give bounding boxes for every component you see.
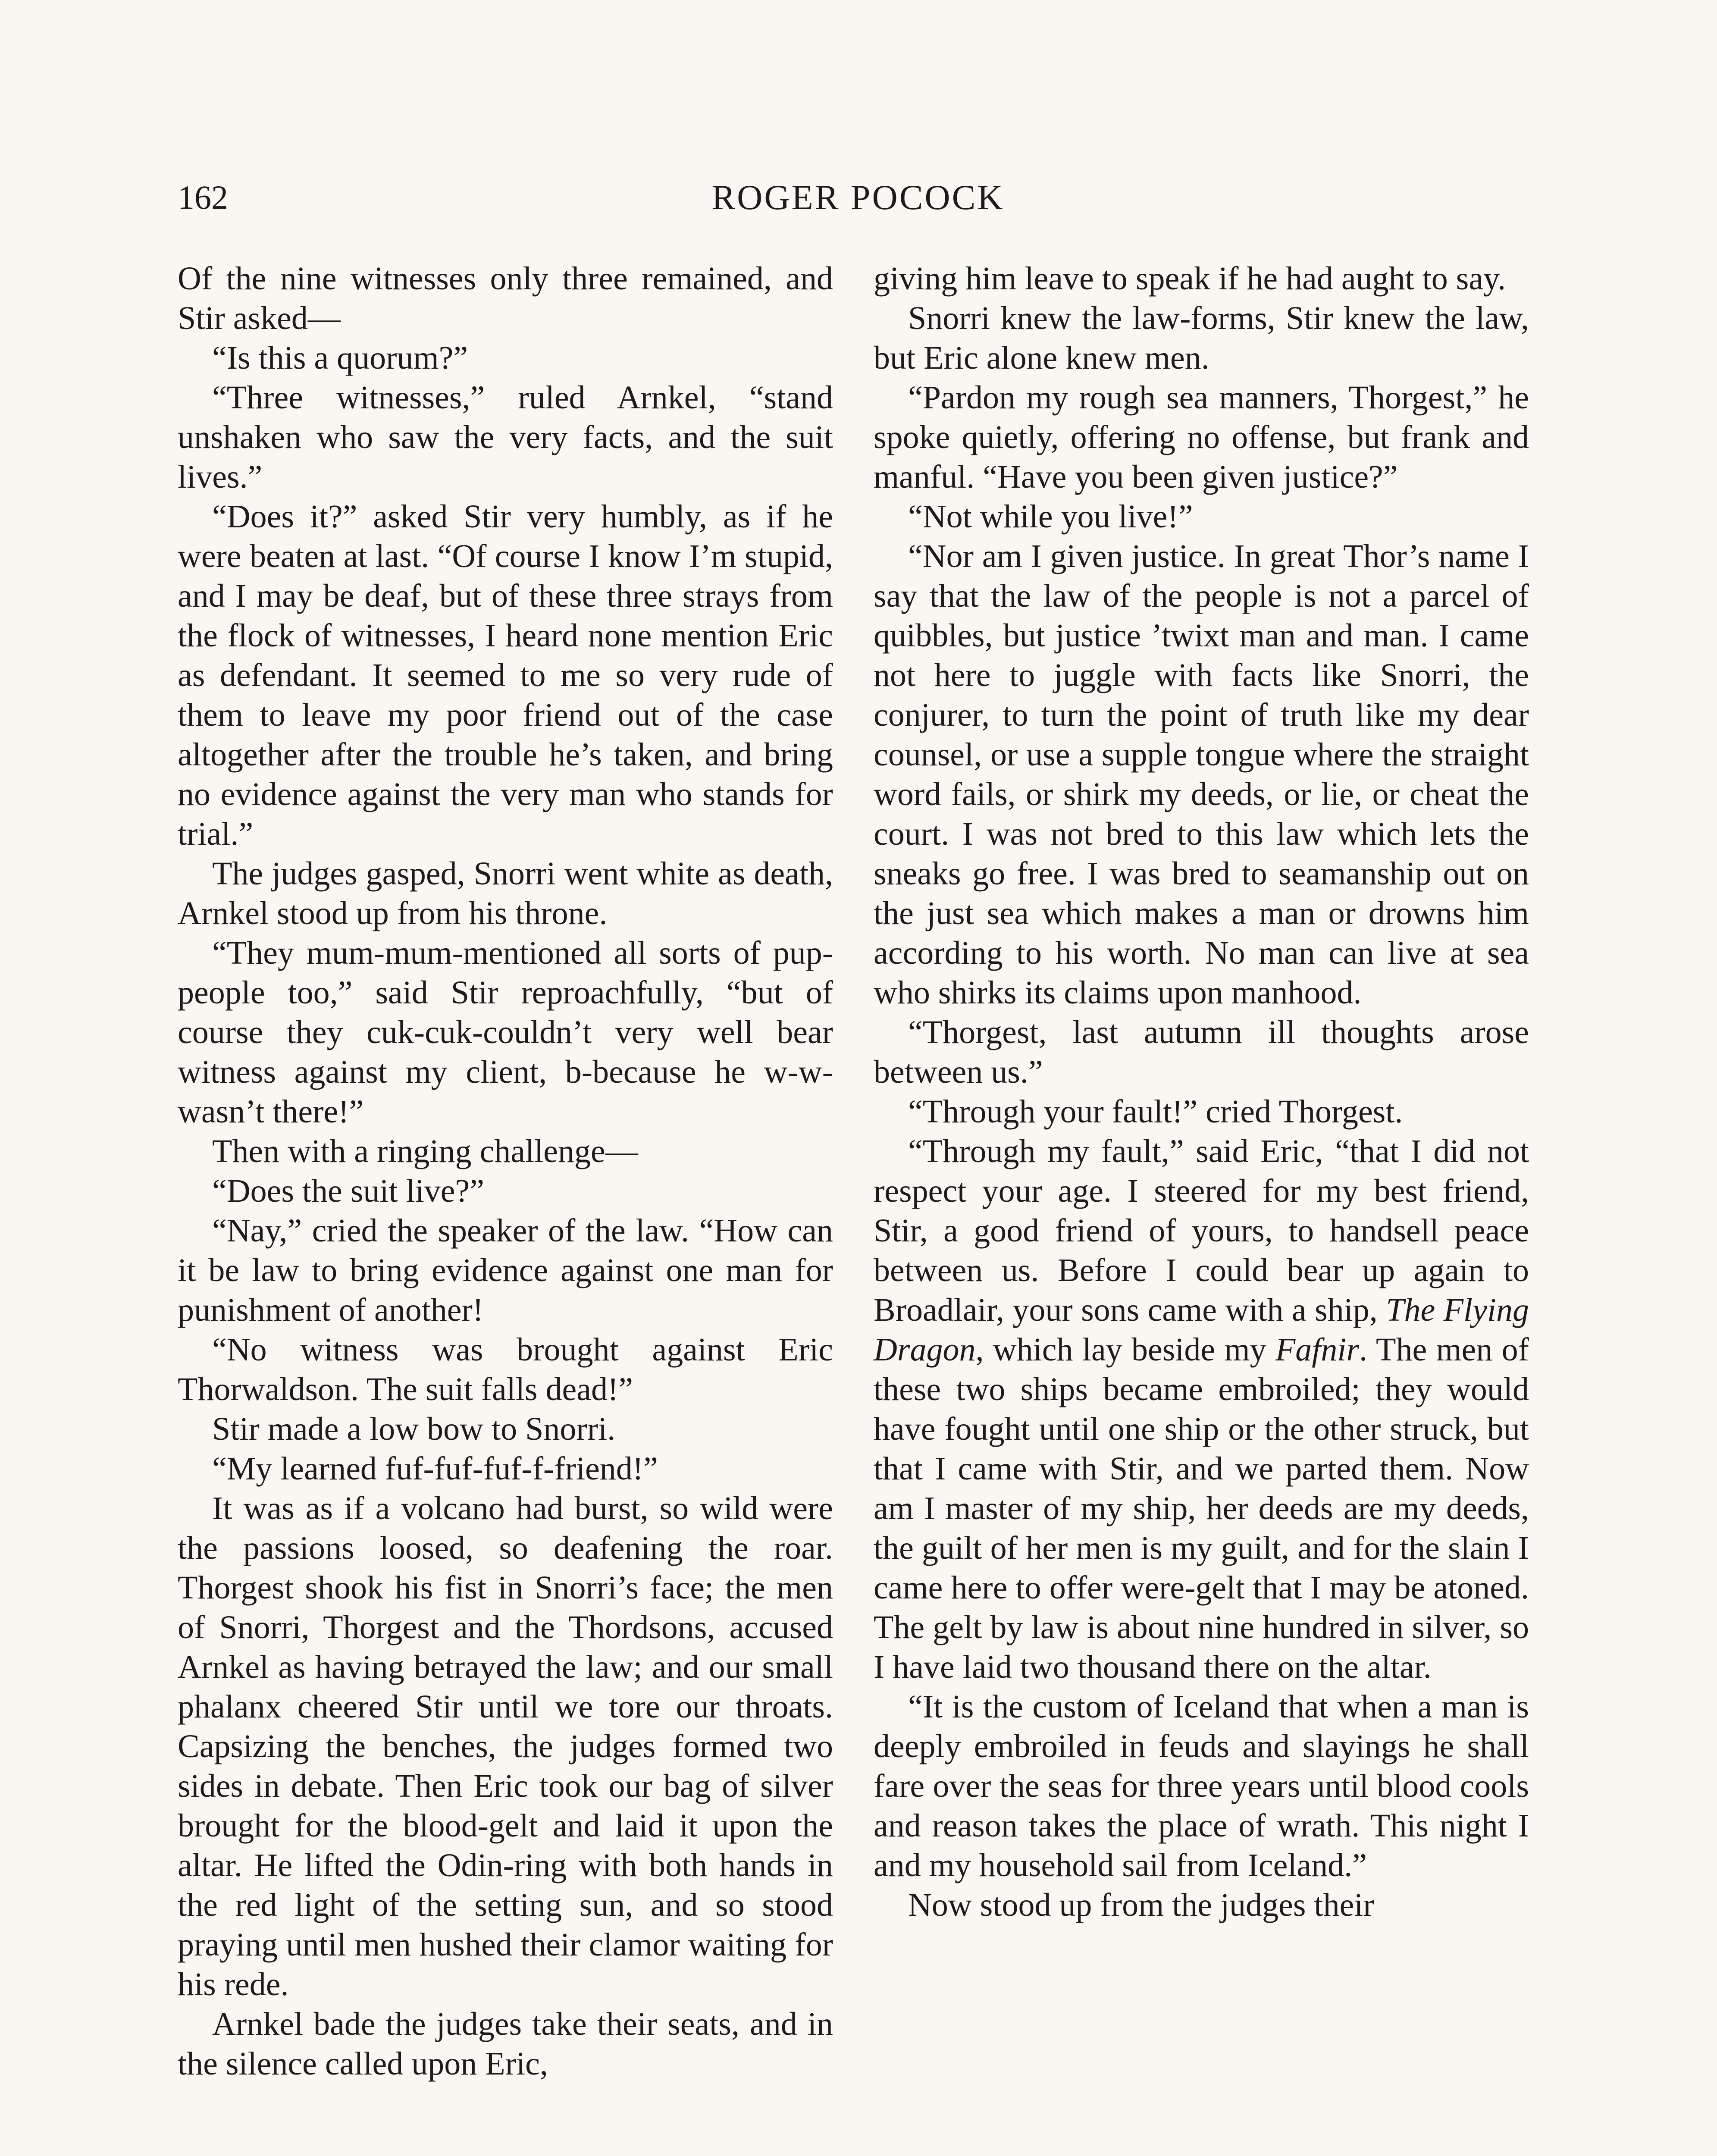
right-column (874, 259, 1529, 1925)
left-column (178, 259, 833, 2084)
paragraph: “Does the suit live?” (212, 1173, 485, 1209)
paragraph: “Pardon my rough sea manners, Thorgest,” he spoke quietly, offering no offense, but frank and manful. “Have you been given justice?” (874, 379, 1529, 495)
text-run: , which lay beside my (975, 1332, 1275, 1368)
paragraph: Arnkel bade the judges take their seats, and in the silence called upon Eric, (178, 2006, 833, 2082)
paragraph: The judges gasped, Snorri went white as death, Arnkel stood up from his throne. (178, 856, 833, 931)
paragraph: “Is this a quorum?” (212, 340, 468, 376)
running-head: ROGER POCOCK (711, 178, 1005, 217)
paragraph: “Not while you live!” (908, 498, 1193, 535)
paragraph-ships (874, 1131, 1529, 1687)
paragraph: “Three witnesses,” ruled Arnkel, “stand unshaken who saw the very facts, and the suit lives.” (178, 379, 833, 495)
page-number: 162 (178, 179, 228, 216)
paragraph: “They mum-mum-mentioned all sorts of pup-people too,” said Stir reproachfully, “but of course they cuk-cuk-couldn’t very well bear witness against my client, b-because he w-w-wasn’t there!” (178, 935, 833, 1130)
paragraph: Snorri knew the law-forms, Stir knew the law, but Eric alone knew men. (874, 300, 1529, 376)
paragraph: “Through your fault!” cried Thorgest. (908, 1094, 1403, 1130)
paragraph: Stir made a low bow to Snorri. (212, 1411, 616, 1447)
paragraph: “Nor am I given justice. In great Thor’s name I say that the law of the people is not a parcel of quibbles, but justice ’twixt man and man. I came not here to juggle with facts like Snorri, the conjurer, to turn the point of truth like my dear counsel, or use a supple tongue where the straight word fails, or shirk my deeds, or lie, or cheat the court. I was not bred to this law which lets the sneaks go free. I was bred to seamanship out on the just sea which makes a man or drowns him according to his worth. No man can live at sea who shirks its claims upon manhood. (874, 538, 1529, 1011)
ship-name: The Flying Dragon (874, 1292, 1529, 1368)
paragraph: It was as if a volcano had burst, so wild were the passions loosed, so deafening the roar. Thorgest shook his fist in Snorri’s face; the men of Snorri, Thorgest and the Thordsons, accused Arnkel as having betrayed the law; and our small phalanx cheered Stir until we tore our throats. Capsizing the benches, the judges formed two sides in debate. Then Eric took our bag of silver brought for the blood-gelt and laid it upon the altar. He lifted the Odin-ring with both hands in the red light of the setting sun, and so stood praying until men hushed their clamor waiting for his rede. (178, 1490, 833, 2002)
page-header (178, 176, 1538, 228)
paragraph: “Does it?” asked Stir very humbly, as if he were beaten at last. “Of course I know I’m stupid, and I may be deaf, but of these three strays from the flock of witnesses, I heard none mention Eric as defendant. It seemed to me so very rude of them to leave my poor friend out of the case altogether after the trouble he’s taken, and bring no evidence against the very man who stands for trial.” (178, 498, 833, 852)
paragraph: “No witness was brought against Eric Thorwaldson. The suit falls dead!” (178, 1332, 833, 1407)
paragraph-continuation: giving him leave to speak if he had aught to say. (874, 260, 1506, 297)
paragraph: “My learned fuf-fuf-fuf-f-friend!” (212, 1451, 658, 1487)
paragraph: “Nay,” cried the speaker of the law. “How can it be law to bring evidence against one man for punishment of another! (178, 1213, 833, 1328)
paragraph: “Thorgest, last autumn ill thoughts arose between us.” (874, 1014, 1529, 1090)
text-run: “Through my fault,” said Eric, “that I did not respect your age. I steered for my best friend, Stir, a good friend of yours, to handsell peace between us. Before I could bear up again to Broadlair, your sons came with a ship, (874, 1133, 1529, 1328)
paragraph: Of the nine witnesses only three remained, and Stir asked— (178, 260, 833, 336)
text-run: . The men of these two ships became embroiled; they would have fought until one ship or the other struck, but that I came with Stir, and we parted them. Now am I master of my ship, her deeds are my deeds, the guilt of her men is my guilt, and for the slain I came here to offer were-gelt that I may be atoned. The gelt by law is about nine hundred in silver, so I have laid two thousand there on the altar. (874, 1332, 1529, 1685)
paragraph: Now stood up from the judges their (908, 1887, 1374, 1923)
ship-name: Fafnir (1275, 1332, 1360, 1368)
paragraph: Then with a ringing challenge— (212, 1133, 638, 1169)
paragraph: “It is the custom of Iceland that when a man is deeply embroiled in feuds and slayings he shall fare over the seas for three years until blood cools and reason takes the place of wrath. This night I and my household sail from Iceland.” (874, 1689, 1529, 1883)
